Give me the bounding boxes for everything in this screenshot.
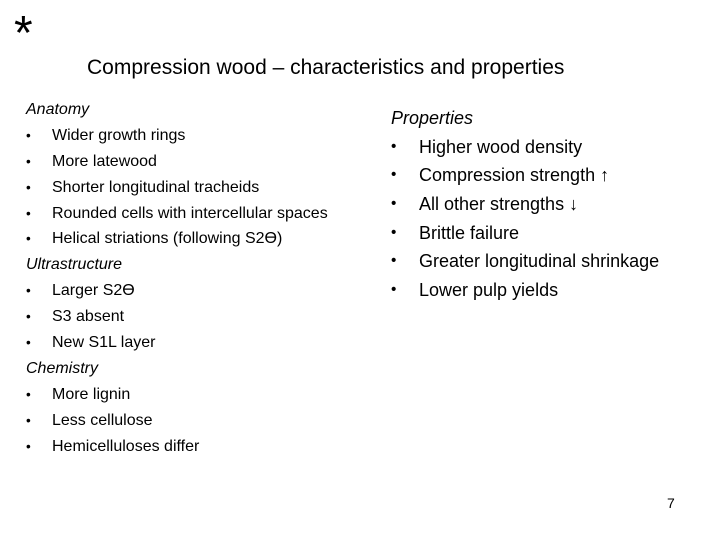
list-item-text: Brittle failure	[419, 222, 520, 243]
list-item	[391, 161, 659, 190]
bullet-icon: •	[26, 283, 31, 299]
bullet-icon: •	[391, 252, 397, 270]
list-item-text: Helical striations (following S2Ɵ)	[52, 230, 283, 248]
list-item	[26, 201, 328, 227]
bullet-icon: •	[26, 386, 31, 402]
list-item	[391, 133, 659, 162]
list-item	[26, 226, 328, 252]
list-item	[26, 123, 328, 149]
list-item	[26, 278, 328, 304]
bullet-icon: •	[391, 281, 397, 299]
bullet-icon: •	[391, 195, 397, 213]
bullet-icon: •	[26, 412, 31, 428]
list-item	[26, 304, 328, 330]
section-heading-properties: Properties	[391, 108, 474, 128]
bullet-icon: •	[26, 335, 31, 351]
list-item	[391, 247, 659, 276]
list-item	[391, 276, 659, 305]
list-item-text: New S1L layer	[52, 334, 156, 352]
bullet-icon: •	[391, 137, 397, 155]
list-item	[26, 175, 328, 201]
right-column	[391, 104, 659, 305]
list-item-text: More latewood	[52, 152, 157, 170]
list-item-text: Compression strength ↑	[419, 165, 610, 186]
list-item-text: Higher wood density	[419, 136, 583, 157]
bullet-icon: •	[391, 223, 397, 241]
list-item-text: Shorter longitudinal tracheids	[52, 178, 260, 196]
bullet-icon: •	[391, 166, 397, 184]
left-column	[26, 97, 328, 459]
slide-title: Compression wood – characteristics and properties	[87, 56, 565, 79]
asterisk-mark: *	[14, 7, 33, 60]
list-item	[391, 190, 659, 219]
list-item	[26, 382, 328, 408]
list-item-text: Lower pulp yields	[419, 280, 559, 301]
list-item-text: Less cellulose	[52, 411, 153, 429]
list-item	[26, 434, 328, 460]
bullet-icon: •	[26, 309, 31, 325]
list-item	[26, 330, 328, 356]
section-heading-chemistry: Chemistry	[26, 359, 99, 377]
bullet-icon: •	[26, 179, 31, 195]
bullet-icon: •	[26, 127, 31, 143]
list-item	[26, 408, 328, 434]
list-item-text: Wider growth rings	[52, 126, 186, 144]
bullet-icon: •	[26, 438, 31, 454]
bullet-icon: •	[26, 153, 31, 169]
section-heading-anatomy: Anatomy	[26, 101, 90, 118]
list-item-text: Hemicelluloses differ	[52, 437, 200, 455]
list-item-text: All other strengths ↓	[419, 194, 579, 215]
bullet-icon: •	[26, 231, 31, 247]
page-number: 7	[667, 495, 675, 511]
list-item-text: Greater longitudinal shrinkage	[419, 251, 660, 272]
section-heading-ultrastructure: Ultrastructure	[26, 256, 123, 274]
list-item-text: Larger S2Ɵ	[52, 282, 135, 300]
list-item	[26, 149, 328, 175]
list-item	[391, 219, 659, 248]
list-item-text: Rounded cells with intercellular spaces	[52, 204, 328, 222]
list-item-text: S3 absent	[52, 308, 125, 326]
bullet-icon: •	[26, 205, 31, 221]
list-item-text: More lignin	[52, 385, 131, 403]
